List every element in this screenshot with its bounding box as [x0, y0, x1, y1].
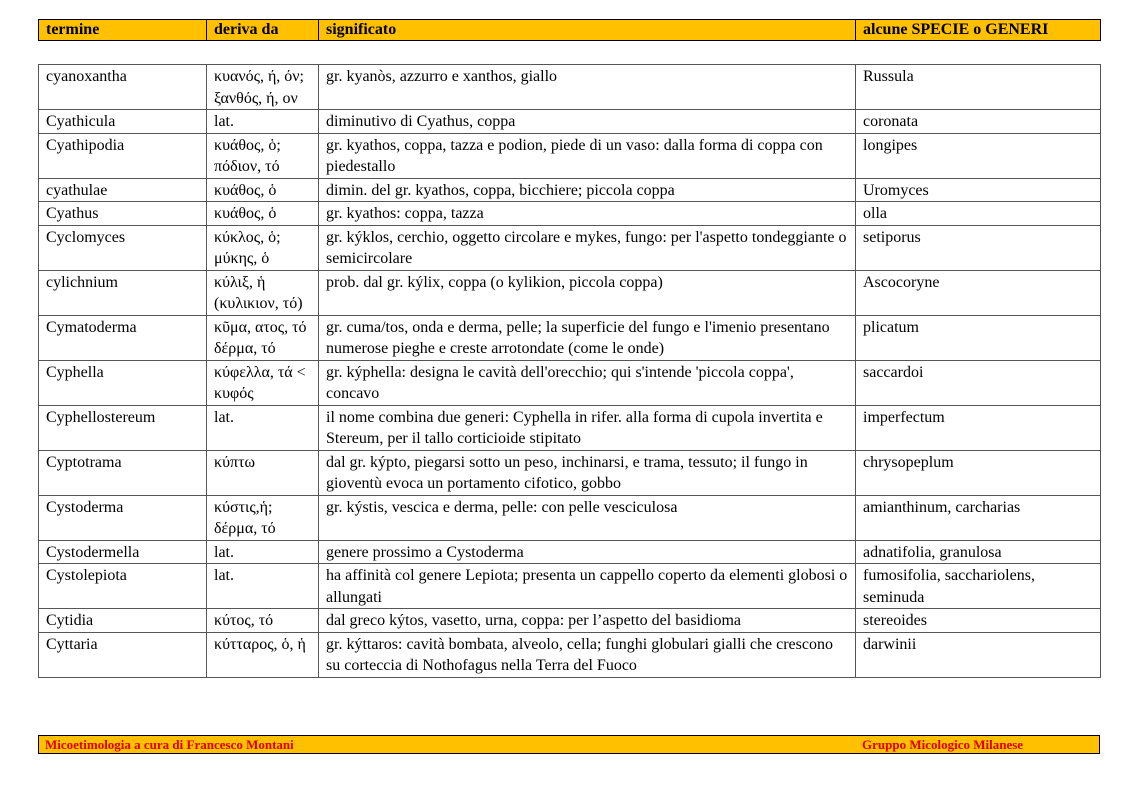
derives-cell: κῦμα, ατος, τό δέρμα, τό: [207, 315, 319, 360]
header-species: alcune SPECIE o GENERI: [856, 20, 1101, 41]
table-row: [39, 202, 1101, 226]
footer-group: Gruppo Micologico Milanese: [862, 737, 1024, 752]
derives-cell: lat.: [207, 405, 319, 450]
derives-cell: lat.: [207, 540, 319, 564]
species-cell: Ascocoryne: [856, 270, 1101, 315]
term-cell: cyanoxantha: [39, 65, 207, 110]
header-meaning: significato: [319, 20, 856, 41]
species-cell: adnatifolia, granulosa: [856, 540, 1101, 564]
derives-cell: κύστις,ἡ; δέρμα, τό: [207, 495, 319, 540]
term-cell: Cyathicula: [39, 110, 207, 134]
species-cell: olla: [856, 202, 1101, 226]
term-cell: cyathulae: [39, 178, 207, 202]
term-cell: Cyphellostereum: [39, 405, 207, 450]
meaning-cell: gr. cuma/tos, onda e derma, pelle; la superficie del fungo e l'imenio presentano numerose pieghe e creste arrotondate (come le onde): [319, 315, 856, 360]
table-row: [39, 315, 1101, 360]
table-row: [39, 405, 1101, 450]
derives-cell: κυάθος, ὁ: [207, 178, 319, 202]
term-cell: Cystolepiota: [39, 564, 207, 609]
derives-cell: κυάθος, ὁ: [207, 202, 319, 226]
term-cell: Cyphella: [39, 360, 207, 405]
derives-cell: lat.: [207, 564, 319, 609]
meaning-cell: gr. kyathos, coppa, tazza e podion, piede di un vaso: dalla forma di coppa con piedestallo: [319, 133, 856, 178]
derives-cell: lat.: [207, 110, 319, 134]
species-cell: stereoides: [856, 609, 1101, 633]
species-cell: amianthinum, carcharias: [856, 495, 1101, 540]
term-cell: Cyathus: [39, 202, 207, 226]
meaning-cell: gr. kýklos, cerchio, oggetto circolare e mykes, fungo: per l'aspetto tondeggiante o semicircolare: [319, 225, 856, 270]
species-cell: imperfectum: [856, 405, 1101, 450]
table-row: [39, 564, 1101, 609]
derives-cell: κύκλος, ὁ; μύκης, ὁ: [207, 225, 319, 270]
derives-cell: κυανός, ή, όν; ξανθός, ή, ον: [207, 65, 319, 110]
meaning-cell: prob. dal gr. kýlix, coppa (o kylikion, piccola coppa): [319, 270, 856, 315]
footer-bar: [38, 735, 1100, 754]
species-cell: coronata: [856, 110, 1101, 134]
species-cell: Uromyces: [856, 178, 1101, 202]
meaning-cell: dimin. del gr. kyathos, coppa, bicchiere; piccola coppa: [319, 178, 856, 202]
table-row: [39, 632, 1101, 677]
header-derives: deriva da: [207, 20, 319, 41]
table-row: [39, 110, 1101, 134]
meaning-cell: gr. kýphella: designa le cavità dell'orecchio; qui s'intende 'piccola coppa', concavo: [319, 360, 856, 405]
meaning-cell: gr. kýttaros: cavità bombata, alveolo, cella; funghi globulari gialli che crescono su corteccia di Nothofagus nella Terra del Fuoco: [319, 632, 856, 677]
term-cell: Cyptotrama: [39, 450, 207, 495]
term-cell: Cystodermella: [39, 540, 207, 564]
table-row: [39, 225, 1101, 270]
derives-cell: κύλιξ, ἡ (κυλικιον, τό): [207, 270, 319, 315]
meaning-cell: il nome combina due generi: Cyphella in rifer. alla forma di cupola invertita e Stereum, per il tallo corticioide stipitato: [319, 405, 856, 450]
meaning-cell: ha affinità col genere Lepiota; presenta un cappello coperto da elementi globosi o allungati: [319, 564, 856, 609]
etymology-table: [38, 64, 1101, 678]
derives-cell: κύτταρος, ὁ, ἡ: [207, 632, 319, 677]
header-bar: [38, 19, 1101, 41]
meaning-cell: diminutivo di Cyathus, coppa: [319, 110, 856, 134]
table-row: [39, 65, 1101, 110]
derives-cell: κύπτω: [207, 450, 319, 495]
table-body: [39, 65, 1101, 678]
term-cell: Cyclomyces: [39, 225, 207, 270]
table-row: [39, 609, 1101, 633]
species-cell: saccardoi: [856, 360, 1101, 405]
species-cell: chrysopeplum: [856, 450, 1101, 495]
header-term: termine: [39, 20, 207, 41]
meaning-cell: dal greco kýtos, vasetto, urna, coppa: per l’aspetto del basidioma: [319, 609, 856, 633]
footer-credit: Micoetimologia a cura di Francesco Montani: [45, 737, 294, 752]
species-cell: darwinii: [856, 632, 1101, 677]
term-cell: cylichnium: [39, 270, 207, 315]
table-row: [39, 540, 1101, 564]
table-row: [39, 450, 1101, 495]
table-row: [39, 360, 1101, 405]
meaning-cell: genere prossimo a Cystoderma: [319, 540, 856, 564]
table-row: [39, 270, 1101, 315]
term-cell: Cyathipodia: [39, 133, 207, 178]
table-row: [39, 495, 1101, 540]
derives-cell: κυάθος, ὁ; πόδιον, τό: [207, 133, 319, 178]
meaning-cell: gr. kýstis, vescica e derma, pelle: con pelle vesciculosa: [319, 495, 856, 540]
table-row: [39, 178, 1101, 202]
term-cell: Cystoderma: [39, 495, 207, 540]
meaning-cell: gr. kyathos: coppa, tazza: [319, 202, 856, 226]
term-cell: Cyttaria: [39, 632, 207, 677]
header-row: [39, 20, 1101, 41]
species-cell: fumosifolia, sacchariolens, seminuda: [856, 564, 1101, 609]
species-cell: Russula: [856, 65, 1101, 110]
table-row: [39, 133, 1101, 178]
derives-cell: κύτος, τό: [207, 609, 319, 633]
meaning-cell: gr. kyanòs, azzurro e xanthos, giallo: [319, 65, 856, 110]
species-cell: longipes: [856, 133, 1101, 178]
derives-cell: κύφελλα, τά < κυφός: [207, 360, 319, 405]
meaning-cell: dal gr. kýpto, piegarsi sotto un peso, inchinarsi, e trama, tessuto; il fungo in gioventù evoca un portamento cifotico, gobbo: [319, 450, 856, 495]
species-cell: plicatum: [856, 315, 1101, 360]
species-cell: setiporus: [856, 225, 1101, 270]
term-cell: Cytidia: [39, 609, 207, 633]
term-cell: Cymatoderma: [39, 315, 207, 360]
